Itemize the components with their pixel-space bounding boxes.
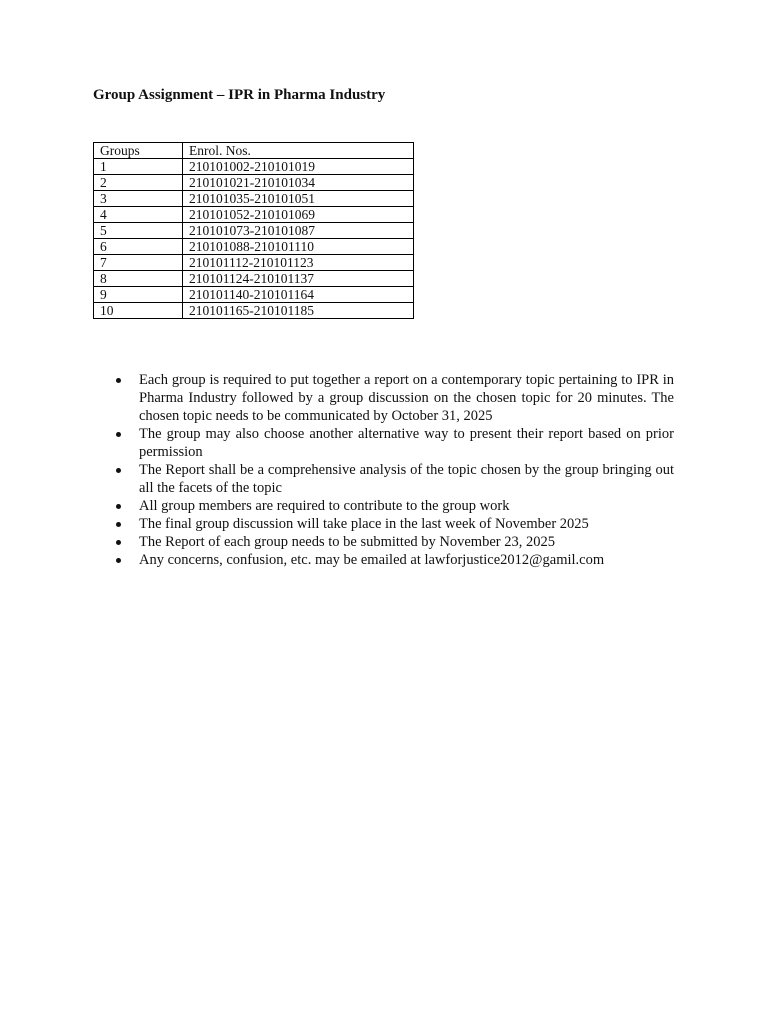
group-number-cell: 4 <box>94 207 183 223</box>
table-row <box>94 191 414 207</box>
table-header-row <box>94 143 414 159</box>
enrol-range-cell: 210101140-210101164 <box>183 287 414 303</box>
table-row <box>94 223 414 239</box>
group-number-cell: 3 <box>94 191 183 207</box>
list-item <box>114 461 674 497</box>
group-number-cell: 6 <box>94 239 183 255</box>
list-item <box>114 371 674 425</box>
column-header-enrol-nos: Enrol. Nos. <box>183 143 414 159</box>
table-row <box>94 271 414 287</box>
group-number-cell: 1 <box>94 159 183 175</box>
list-item-text: The Report shall be a comprehensive analysis of the topic chosen by the group bringing out all the facets of the topic <box>139 462 674 496</box>
group-number-cell: 5 <box>94 223 183 239</box>
table-row <box>94 287 414 303</box>
table-row <box>94 303 414 319</box>
list-item-text: Any concerns, confusion, etc. may be emailed at lawforjustice2012@gamil.com <box>139 552 605 568</box>
enrol-range-cell: 210101165-210101185 <box>183 303 414 319</box>
enrol-range-cell: 210101035-210101051 <box>183 191 414 207</box>
group-number-cell: 2 <box>94 175 183 191</box>
group-number-cell: 10 <box>94 303 183 319</box>
enrol-range-cell: 210101124-210101137 <box>183 271 414 287</box>
enrol-range-cell: 210101112-210101123 <box>183 255 414 271</box>
list-item-text: Each group is required to put together a report on a contemporary topic pertaining to IPR in Pharma Industry followed by a group discussion on the chosen topic for 20 minutes. The chosen topic needs to be communicated by October 31, 2025 <box>139 372 674 424</box>
list-item-text: The group may also choose another alternative way to present their report based on prior permission <box>139 426 674 460</box>
list-item <box>114 425 674 461</box>
table-row <box>94 175 414 191</box>
group-number-cell: 9 <box>94 287 183 303</box>
list-item <box>114 515 674 533</box>
list-item <box>114 551 674 569</box>
table-row <box>94 207 414 223</box>
enrol-range-cell: 210101073-210101087 <box>183 223 414 239</box>
document-title: Group Assignment – IPR in Pharma Industry <box>93 87 386 103</box>
list-item-text: The final group discussion will take place in the last week of November 2025 <box>139 516 589 532</box>
list-item-text: All group members are required to contribute to the group work <box>139 498 510 514</box>
table-row <box>94 159 414 175</box>
column-header-groups: Groups <box>94 143 183 159</box>
list-item <box>114 533 674 551</box>
list-item-text: The Report of each group needs to be submitted by November 23, 2025 <box>139 534 555 550</box>
list-item <box>114 497 674 515</box>
group-number-cell: 7 <box>94 255 183 271</box>
enrol-range-cell: 210101052-210101069 <box>183 207 414 223</box>
instructions-list <box>114 371 674 569</box>
table-row <box>94 239 414 255</box>
enrol-range-cell: 210101002-210101019 <box>183 159 414 175</box>
groups-table <box>93 142 414 319</box>
group-number-cell: 8 <box>94 271 183 287</box>
enrol-range-cell: 210101021-210101034 <box>183 175 414 191</box>
table-row <box>94 255 414 271</box>
enrol-range-cell: 210101088-210101110 <box>183 239 414 255</box>
